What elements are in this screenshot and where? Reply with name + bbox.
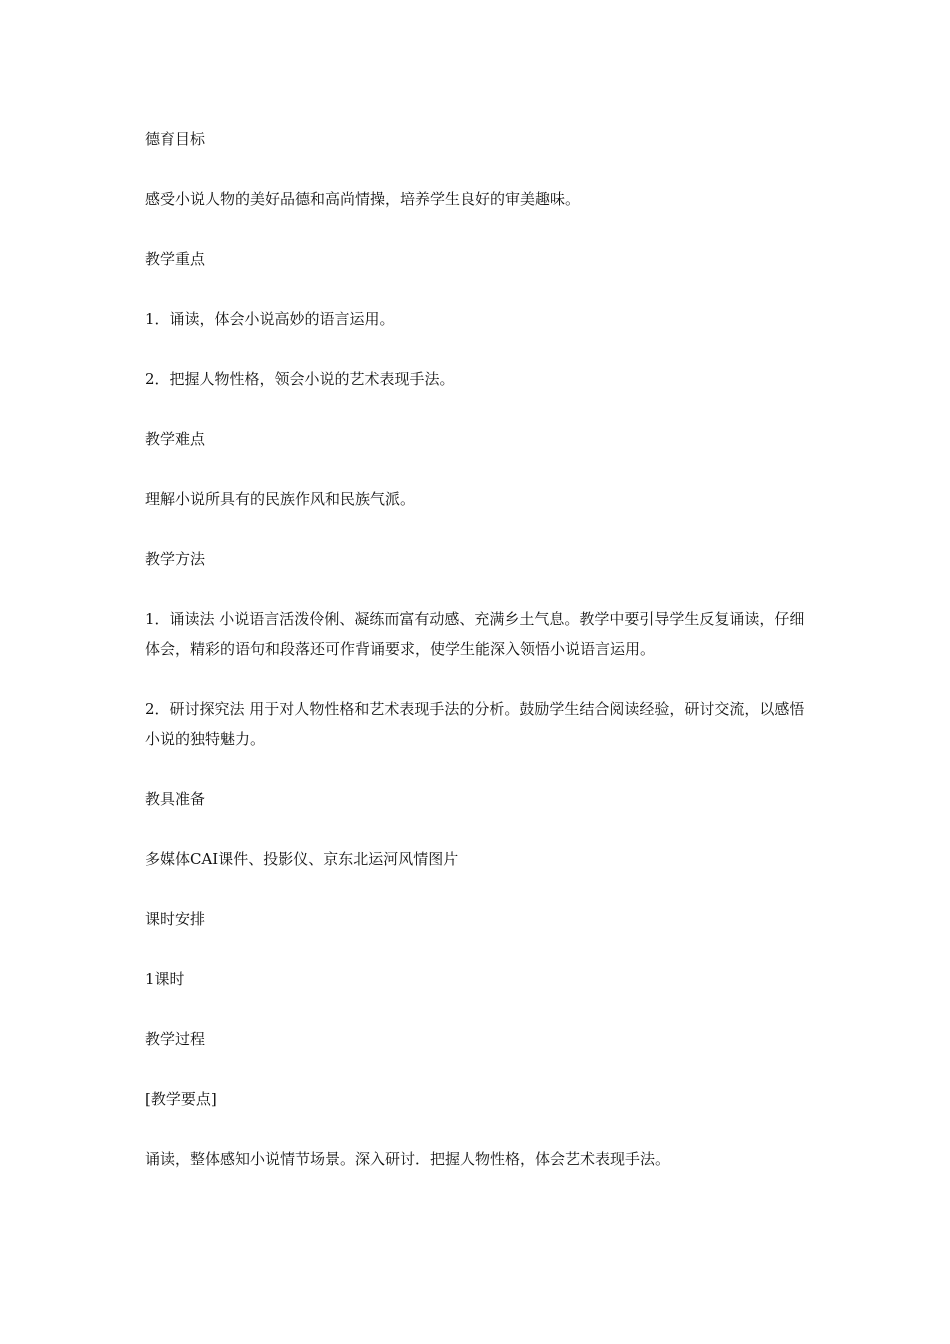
- schedule-text: 1课时: [145, 970, 185, 988]
- method-item: 2．研讨探究法 用于对人物性格和艺术表现手法的分析。鼓励学生结合阅读经验，研讨交流，以感悟小说的独特魅力。: [145, 700, 805, 748]
- moral-goal-text: 感受小说人物的美好品德和高尚情操，培养学生良好的审美趣味。: [145, 190, 581, 208]
- tools-heading: 教具准备: [145, 790, 206, 808]
- process-text: 诵读，整体感知小说情节场景。深入研讨．把握人物性格，体会艺术表现手法。: [145, 1150, 671, 1168]
- process-subheading: [教学要点]: [145, 1090, 217, 1108]
- tools-text: 多媒体CAI课件、投影仪、京东北运河风情图片: [145, 850, 459, 868]
- key-point-item: 1．诵读，体会小说高妙的语言运用。: [145, 310, 395, 328]
- difficulty-text: 理解小说所具有的民族作风和民族气派。: [145, 490, 416, 508]
- process-heading: 教学过程: [145, 1030, 206, 1048]
- key-point-item: 2．把握人物性格，领会小说的艺术表现手法。: [145, 370, 455, 388]
- method-item: 1．诵读法 小说语言活泼伶俐、凝练而富有动感、充满乡土气息。教学中要引导学生反复诵读，仔细体会，精彩的语句和段落还可作背诵要求，使学生能深入领悟小说语言运用。: [145, 610, 805, 658]
- key-points-heading: 教学重点: [145, 250, 206, 268]
- difficulty-heading: 教学难点: [145, 430, 206, 448]
- methods-heading: 教学方法: [145, 550, 206, 568]
- moral-goal-heading: 德育目标: [145, 130, 206, 148]
- schedule-heading: 课时安排: [145, 910, 206, 928]
- document-body: [145, 124, 810, 1174]
